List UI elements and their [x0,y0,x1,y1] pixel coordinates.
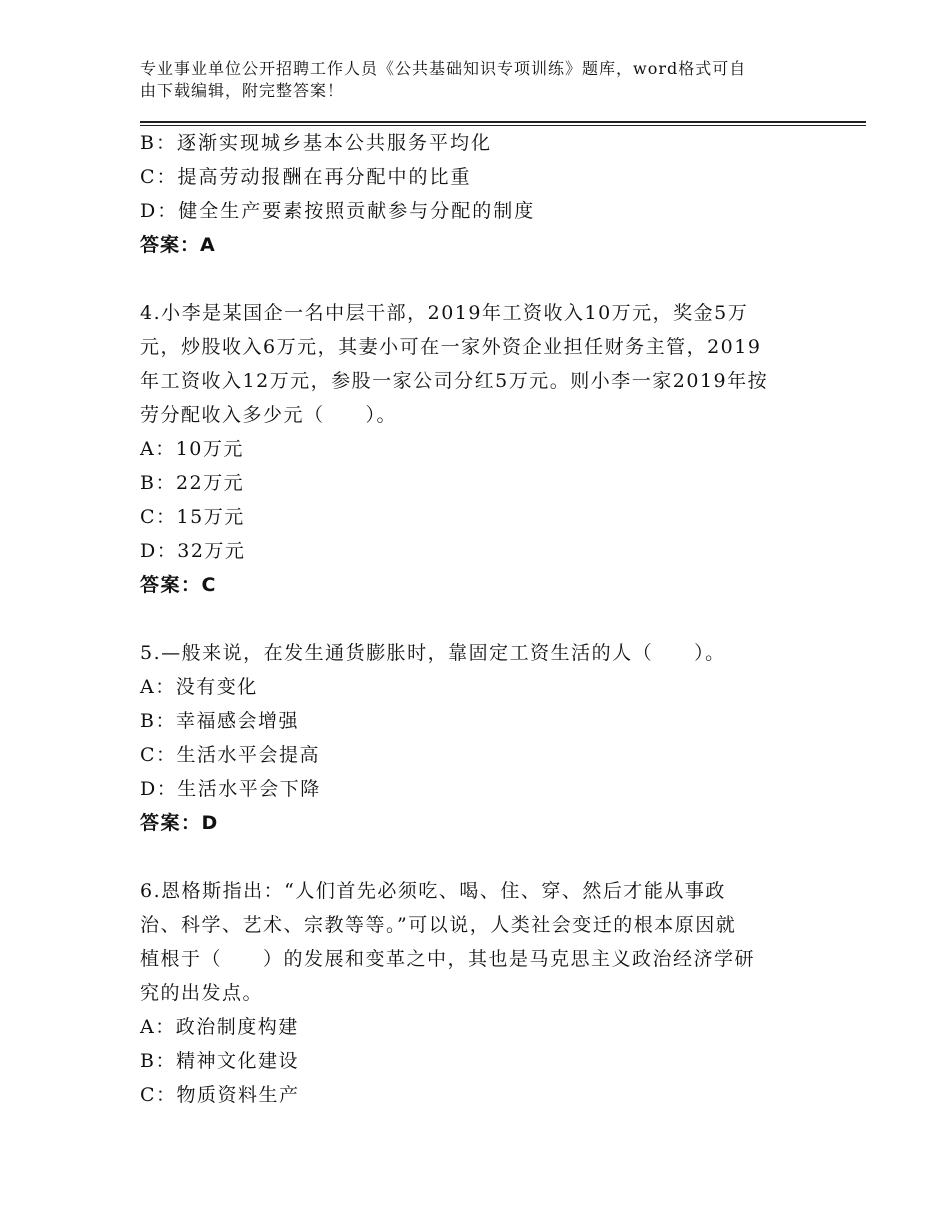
spacer [140,840,820,874]
question-block-3-tail [140,126,820,262]
question-text-line: 4.小李是某国企一名中层干部，2019年工资收入10万元，奖金5万 [140,302,749,324]
spacer [140,602,820,636]
option-b: B：22万元 [140,472,245,494]
question-6 [140,874,820,1112]
answer-line: 答案：A [140,234,216,256]
header-rule-thick [140,121,866,123]
option-a: A：没有变化 [140,676,258,698]
question-text-line: 元，炒股收入6万元，其妻小可在一家外资企业担任财务主管，2019 [140,336,762,358]
document-header [140,58,820,102]
option-b: B：精神文化建设 [140,1050,299,1072]
question-5 [140,636,820,840]
option-c: C：生活水平会提高 [140,744,321,766]
header-line-1: 专业事业单位公开招聘工作人员《公共基础知识专项训练》题库，word格式可自 [140,59,747,78]
spacer [140,262,820,296]
question-text-line: 年工资收入12万元，参股一家公司分红5万元。则小李一家2019年按 [140,370,769,392]
answer-line: 答案：D [140,812,219,834]
question-content [140,126,820,1112]
option-a: A：10万元 [140,438,244,460]
option-d: D：32万元 [140,540,246,562]
header-line-2: 由下载编辑，附完整答案！ [140,81,345,100]
answer-line: 答案：C [140,574,217,596]
option-c: C：物质资料生产 [140,1084,300,1106]
question-text-line: 治、科学、艺术、宗教等等。”可以说，人类社会变迁的根本原因就 [140,914,737,936]
option-d: D：健全生产要素按照贡献参与分配的制度 [140,200,536,222]
question-4 [140,296,820,602]
option-d: D：生活水平会下降 [140,778,321,800]
option-b: B：逐渐实现城乡基本公共服务平均化 [140,132,492,154]
question-text-line: 植根于（ ）的发展和变革之中，其也是马克思主义政治经济学研 [140,948,756,970]
option-c: C：15万元 [140,506,245,528]
option-c: C：提高劳动报酬在再分配中的比重 [140,166,472,188]
option-a: A：政治制度构建 [140,1016,299,1038]
question-text-line: 5.—般来说，在发生通货膨胀时，靠固定工资生活的人（ ）。 [140,642,726,664]
question-text-line: 究的出发点。 [140,982,264,1004]
option-b: B：幸福感会增强 [140,710,299,732]
question-text-line: 劳分配收入多少元（ ）。 [140,404,398,426]
question-text-line: 6.恩格斯指出：“人们首先必须吃、喝、住、穿、然后才能从事政 [140,880,726,902]
